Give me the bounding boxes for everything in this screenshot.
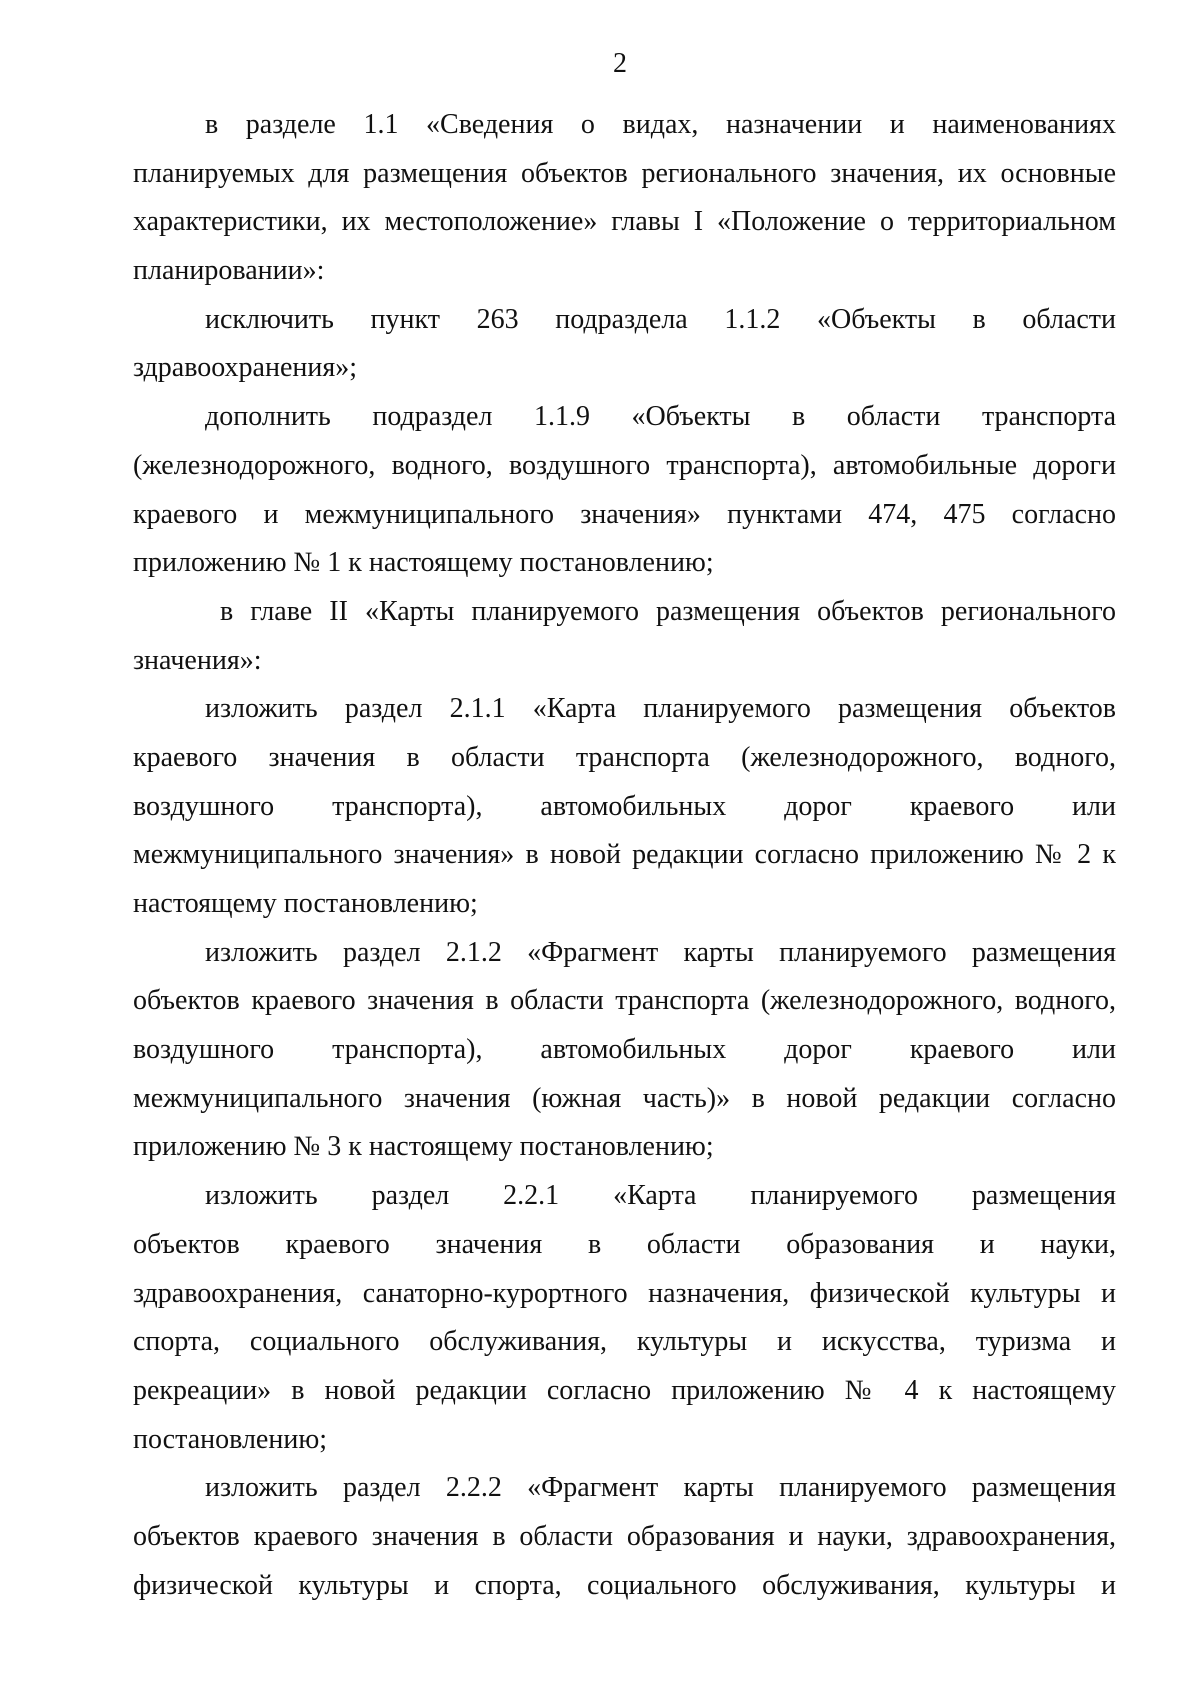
- paragraph-exclude-263: [133, 296, 1116, 393]
- text-line: воздушного транспорта), автомобильных дорог краевого или: [133, 790, 1116, 822]
- paragraph-chapter-2: [133, 588, 1116, 685]
- text-line: изложить раздел 2.2.2 «Фрагмент карты планируемого размещения: [205, 1472, 1116, 1504]
- text-line: объектов краевого значения в области образования и науки,: [133, 1228, 1116, 1260]
- text-line: приложению № 3 к настоящему постановлению;: [133, 1131, 714, 1163]
- text-line: краевого значения в области транспорта (железнодорожного, водного,: [133, 741, 1116, 773]
- paragraph-section-2-1-2: [133, 929, 1116, 1172]
- text-line: межмуниципального значения» в новой редакции согласно приложению № 2 к: [133, 839, 1116, 871]
- text-line: значения»:: [133, 644, 262, 676]
- page-number: 2: [613, 48, 627, 79]
- text-line: здравоохранения, санаторно-курортного назначения, физической культуры и: [133, 1277, 1116, 1309]
- text-line: характеристики, их местоположение» главы I «Положение о территориальном: [133, 206, 1116, 238]
- text-line: в главе II «Карты планируемого размещения объектов регионального: [220, 595, 1116, 627]
- text-line: изложить раздел 2.1.2 «Фрагмент карты планируемого размещения: [205, 936, 1116, 968]
- text-line: планируемых для размещения объектов регионального значения, их основные: [133, 157, 1116, 189]
- text-line: приложению № 1 к настоящему постановлению;: [133, 547, 714, 579]
- text-line: изложить раздел 2.2.1 «Карта планируемого размещения: [205, 1180, 1116, 1212]
- paragraph-section-2-1-1: [133, 685, 1116, 928]
- paragraph-add-1-1-9: [133, 393, 1116, 588]
- text-line: физической культуры и спорта, социального обслуживания, культуры и: [133, 1569, 1116, 1601]
- text-line: изложить раздел 2.1.1 «Карта планируемого размещения объектов: [205, 693, 1116, 725]
- text-line: воздушного транспорта), автомобильных дорог краевого или: [133, 1034, 1116, 1066]
- text-line: межмуниципального значения (южная часть)» в новой редакции согласно: [133, 1082, 1116, 1114]
- text-line: планировании»:: [133, 255, 325, 287]
- paragraph-section-2-2-2: [133, 1464, 1116, 1610]
- text-line: краевого и межмуниципального значения» пунктами 474, 475 согласно: [133, 498, 1116, 530]
- text-line: объектов краевого значения в области образования и науки, здравоохранения,: [133, 1520, 1116, 1552]
- text-line: в разделе 1.1 «Сведения о видах, назначении и наименованиях: [205, 109, 1116, 140]
- text-line: рекреации» в новой редакции согласно приложению № 4 к настоящему: [133, 1374, 1116, 1406]
- document-body: [133, 101, 1116, 1610]
- text-line: постановлению;: [133, 1423, 328, 1455]
- text-line: (железнодорожного, водного, воздушного транспорта), автомобильные дороги: [133, 449, 1116, 481]
- text-line: здравоохранения»;: [133, 352, 358, 384]
- text-line: объектов краевого значения в области транспорта (железнодорожного, водного,: [133, 985, 1116, 1017]
- text-line: настоящему постановлению;: [133, 888, 478, 919]
- paragraph-section-1-1: [133, 101, 1116, 296]
- text-line: спорта, социального обслуживания, культуры и искусства, туризма и: [133, 1326, 1116, 1358]
- paragraph-section-2-2-1: [133, 1172, 1116, 1464]
- text-line: исключить пункт 263 подраздела 1.1.2 «Объекты в области: [205, 303, 1116, 335]
- text-line: дополнить подраздел 1.1.9 «Объекты в области транспорта: [205, 401, 1116, 433]
